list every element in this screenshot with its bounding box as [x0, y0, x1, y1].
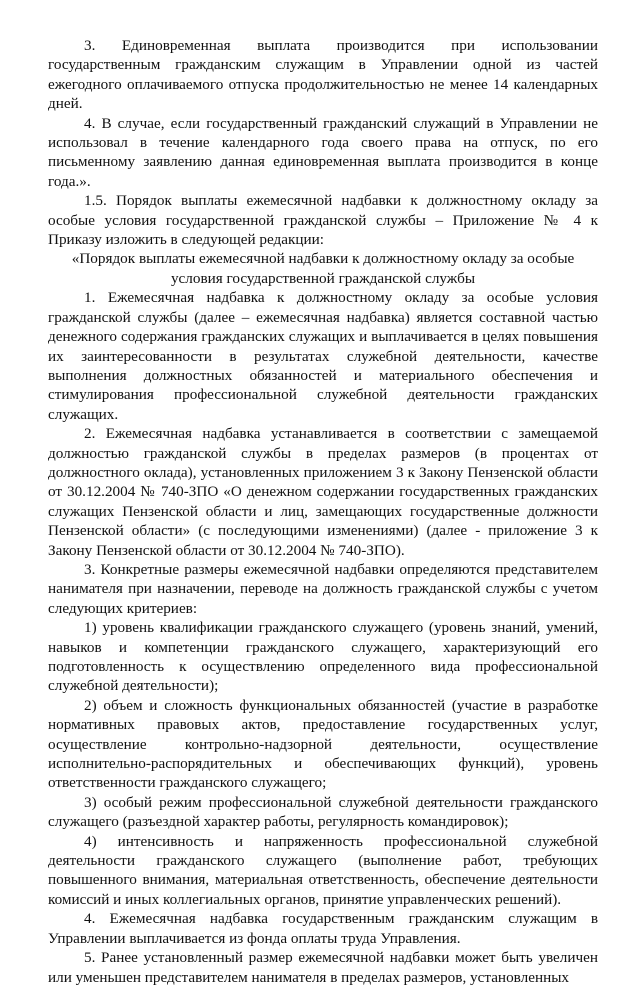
paragraph-1-5: 1.5. Порядок выплаты ежемесячной надбавки к должностному окладу за особые условия государственной гражданской службы – Приложение № 4 к Приказу изложить в следующей редакции: — [48, 192, 598, 249]
paragraph-single-payment-3: 3. Единовременная выплата производится при использовании государственным гражданским служащим в Управлении одной из частей ежегодного оплачиваемого отпуска продолжительностью не менее 14 календарных дней. — [48, 37, 598, 113]
criterion-2: 2) объем и сложность функциональных обязанностей (участие в разработке нормативных правовых актов, предоставление государственных услуг, осуществление контрольно-надзорной деятельности, осуществление исполнительно-распорядительных и обеспечивающих функций), уровень ответственности гражданского служащего; — [48, 696, 598, 792]
paragraph-single-payment-4: 4. В случае, если государственный гражданский служащий в Управлении не использовал в течение календарного года своего права на отпуск, по его письменному заявлению данная единовременная выплата производится в конце года.». — [48, 114, 598, 190]
paragraph-item-3: 3. Конкретные размеры ежемесячной надбавки определяются представителем нанимателя при назначении, переводе на должность гражданской службы с учетом следующих критериев: — [48, 560, 598, 617]
paragraph-item-5: 5. Ранее установленный размер ежемесячной надбавки может быть увеличен или уменьшен представителем нанимателя в пределах размеров, установленных — [48, 949, 598, 986]
paragraph-item-4: 4. Ежемесячная надбавка государственным гражданским служащим в Управлении выплачивается из фонда оплаты труда Управления. — [48, 910, 598, 947]
criterion-1: 1) уровень квалификации гражданского служащего (уровень знаний, умений, навыков и компетенции гражданского служащего, характеризующий его подготовленность к осуществлению определенного вида профессиональной служебной деятельности); — [48, 619, 598, 695]
paragraph-item-2: 2. Ежемесячная надбавка устанавливается в соответствии с замещаемой должностью гражданской службы в пределах размеров (в процентах от должностного оклада), установленных приложением 3 к Закону Пензенской области от 30.12.2004 № 740-ЗПО «О денежном содержании государственных гражданских служащих Пензенской области и лиц, замещающих государственные должности Пензенской области» (с последующими изменениями) (далее - приложение 3 к Закону Пензенской области от 30.12.2004 № 740-ЗПО). — [48, 425, 598, 559]
criterion-3: 3) особый режим профессиональной служебной деятельности гражданского служащего (разъездной характер работы, регулярность командировок); — [48, 793, 598, 831]
criterion-4: 4) интенсивность и напряженность профессиональной служебной деятельности гражданского служащего (выполнение работ, требующих повышенного внимания, материальная ответственность, обеспечение деятельности комиссий и иных коллегиальных органов, принятие управленческих решений). — [48, 832, 598, 908]
paragraph-item-1: 1. Ежемесячная надбавка к должностному окладу за особые условия гражданской службы (далее – ежемесячная надбавка) является составной частью денежного содержания гражданских служащих и выплачивается в целях повышения их заинтересованности в результатах служебной деятельности, качестве выполнения должностных обязанностей и материального обеспечения и стимулирования профессиональной служебной деятельности гражданских служащих. — [48, 289, 598, 423]
section-title: «Порядок выплаты ежемесячной надбавки к должностному окладу за особые условия государственной гражданской службы — [71, 250, 575, 287]
